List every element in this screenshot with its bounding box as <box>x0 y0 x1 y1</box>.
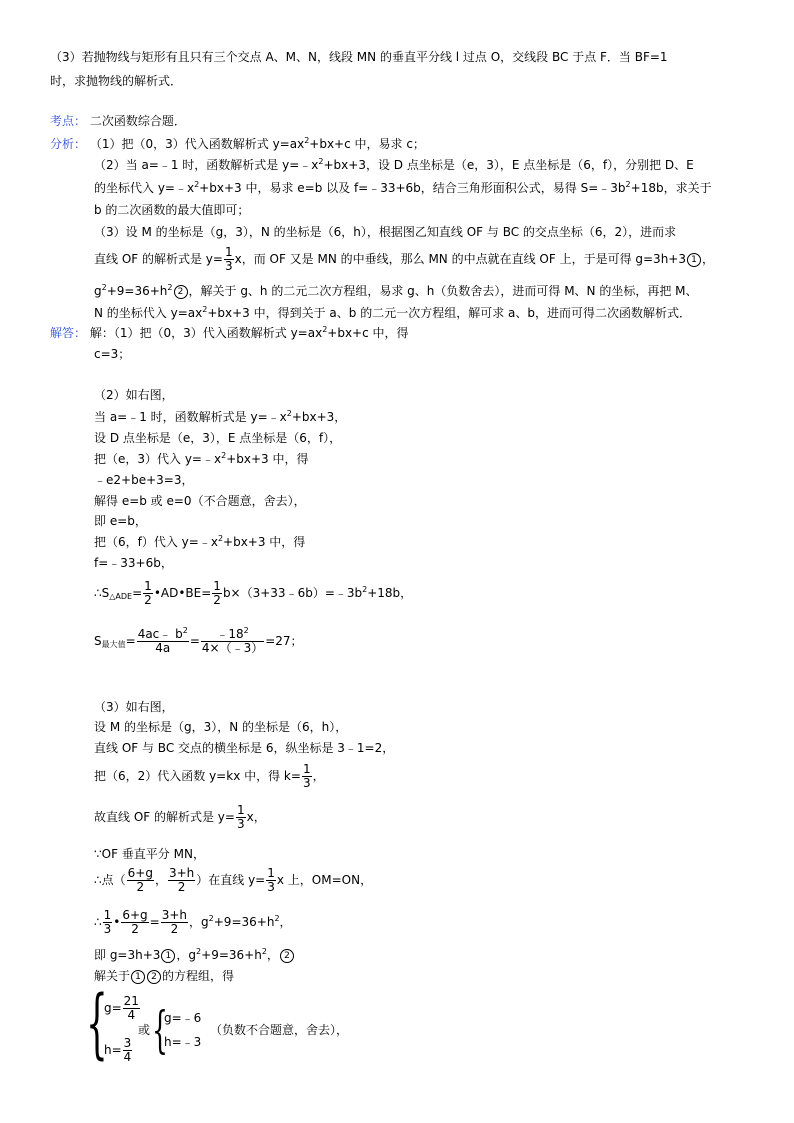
jieda-line: 即 e=b， <box>94 514 147 528</box>
numerator: 3 <box>123 1036 132 1050</box>
jieda-text: ， <box>279 915 292 929</box>
jieda-line <box>94 969 234 984</box>
jieda-line: c=3； <box>94 347 131 361</box>
fraction-one-third <box>302 763 312 790</box>
jieda-text: ， <box>266 948 279 962</box>
jieda-text: ）在直线 y= <box>196 873 266 887</box>
jieda-text: 解：（1）把（0，3）代入函数解析式 y=ax <box>89 326 323 340</box>
denominator: 3 <box>103 922 112 936</box>
exponent: 2 <box>101 283 107 292</box>
exponent: 2 <box>318 157 324 166</box>
exponent: 2 <box>221 451 227 460</box>
fenxi-text: （1）把（0，3）代入函数解析式 y=ax <box>89 137 305 151</box>
exponent: 2 <box>202 305 208 314</box>
fenxi-row-4: b 的二次函数的最大值即可； <box>94 203 250 217</box>
numerator: 3+h <box>168 866 195 880</box>
jieda-line: ∵OF 垂直平分 MN， <box>94 847 205 861</box>
numerator: 1 <box>267 866 275 880</box>
fenxi-row-1 <box>50 137 425 151</box>
numerator: 1 <box>302 762 311 776</box>
area-formula <box>94 580 412 610</box>
fenxi-text: +bx+c 中，易求 c； <box>309 137 425 151</box>
jieda-text: 故直线 OF 的解析式是 y= <box>94 810 235 824</box>
denominator: 3 <box>236 817 245 831</box>
system2-row-h: h=﹣3 <box>164 1035 202 1049</box>
midpoint-line <box>94 866 372 894</box>
exponent: 2 <box>304 136 310 145</box>
numerator: ﹣18 <box>216 627 244 641</box>
jieda-line <box>94 803 266 831</box>
fraction <box>123 995 140 1022</box>
jieda-text: h= <box>104 1043 122 1057</box>
fraction-one-third <box>266 867 276 894</box>
fraction <box>127 867 154 894</box>
denominator: 3 <box>302 776 311 790</box>
denominator: 3 <box>224 259 233 273</box>
circled-one: 1 <box>687 253 701 267</box>
exponent: 2 <box>182 626 188 635</box>
question-line-2: 时，求抛物线的解析式． <box>50 74 183 88</box>
jieda-line <box>94 452 308 466</box>
jieda-line: ﹣e2+be+3=3， <box>94 473 194 487</box>
jieda-line: f=﹣33+6b， <box>94 556 173 570</box>
fraction-one-third <box>224 246 234 273</box>
circled-two: 2 <box>147 970 161 984</box>
exponent: 2 <box>274 914 280 923</box>
system-note: （负数不合题意，舍去）， <box>210 1023 349 1037</box>
exponent: 2 <box>322 325 328 334</box>
denominator: 4a <box>155 641 171 655</box>
fraction-one-half <box>143 580 153 607</box>
fenxi-row-7 <box>94 284 698 299</box>
fraction-max-1 <box>137 628 189 655</box>
circled-one: 1 <box>161 949 175 963</box>
system-row-h <box>104 1036 133 1064</box>
jieda-text: S <box>94 634 102 648</box>
jieda-text: ， <box>154 873 167 887</box>
fenxi-text: x，而 OF 又是 MN 的中垂线，那么 MN 的中点就在直线 OF 上，于是可得 g=3h+3 <box>234 252 686 266</box>
denominator: 4 <box>123 1050 132 1064</box>
jieda-text: • <box>113 915 121 929</box>
fraction-one-third <box>236 804 246 831</box>
fraction <box>161 909 188 936</box>
denominator: 4×（﹣3） <box>201 641 264 655</box>
jieda-line <box>94 535 305 549</box>
left-brace: { <box>86 978 108 1067</box>
jieda-text: =27； <box>265 634 303 648</box>
jieda-text: ∴点（ <box>94 873 126 887</box>
fraction-one-third <box>103 909 113 936</box>
denominator: 2 <box>177 880 186 894</box>
jieda-text: = <box>149 915 160 929</box>
kaodian-row <box>50 114 186 128</box>
jieda-text: +9=36+h <box>213 915 275 929</box>
circled-two: 2 <box>174 285 188 299</box>
jieda-text: +18b， <box>367 586 413 600</box>
fenxi-text: g <box>94 284 102 298</box>
max-formula <box>94 626 303 660</box>
jieda-text: = <box>132 586 143 600</box>
fraction-max-2 <box>201 628 264 655</box>
jieda-text: ，g <box>189 915 209 929</box>
numerator: 1 <box>144 579 152 593</box>
jieda-text: ， <box>312 769 325 783</box>
numerator: 3+h <box>161 908 188 922</box>
jieda-row-1 <box>50 326 409 340</box>
jieda-line: 设 M 的坐标是（g，3），N 的坐标是（6，h）， <box>94 720 348 734</box>
jieda-text: 即 g=3h+3 <box>94 948 161 962</box>
jieda-text: 把（6，2）代入函数 y=kx 中，得 k= <box>94 769 301 783</box>
question-line-1: （3）若抛物线与矩形有且只有三个交点 A、M、N，线段 MN 的垂直平分线 l 过点 O，交线段 BC 于点 F．当 BF=1 <box>50 50 668 64</box>
jieda-text: x 上，OM=ON， <box>276 873 373 887</box>
numerator: 6+g <box>127 866 153 880</box>
fenxi-row-5: （3）设 M 的坐标是（g，3），N 的坐标是（6，h），根据图乙知直线 OF 与 BC 的交点坐标（6，2），进而求 <box>94 225 677 239</box>
denominator: 2 <box>213 593 221 607</box>
exponent: 2 <box>196 947 202 956</box>
jieda-line: 直线 OF 与 BC 交点的横坐标是 6，纵坐标是 3﹣1=2， <box>94 741 395 755</box>
jieda-text: x， <box>246 810 266 824</box>
jieda-text: = <box>125 634 136 648</box>
jieda-text: +9=36+h <box>201 948 262 962</box>
subscript: 最大值 <box>101 640 126 649</box>
exponent: 2 <box>261 947 267 956</box>
numerator: 6+g <box>122 908 148 922</box>
denominator: 2 <box>136 880 145 894</box>
denominator: 2 <box>131 922 139 936</box>
jieda-line <box>94 762 325 790</box>
jieda-label: 解答： <box>50 326 87 340</box>
denominator: 2 <box>144 593 152 607</box>
fenxi-row-6 <box>94 246 714 273</box>
exponent: 2 <box>217 534 224 543</box>
subscript: △ADE <box>109 592 133 601</box>
jieda-text: •AD•BE= <box>153 586 212 600</box>
fraction <box>121 909 148 936</box>
jieda-line: （2）如右图， <box>94 388 174 402</box>
equation-line <box>94 908 292 936</box>
jieda-line: 设 D 点坐标是（e，3），E 点坐标是（6，f）， <box>94 431 342 445</box>
jieda-text: +bx+c 中，得 <box>327 326 409 340</box>
jieda-text: 把（e，3）代入 y=﹣x <box>94 452 222 466</box>
numerator: 1 <box>236 803 245 817</box>
denominator: 2 <box>170 922 179 936</box>
fenxi-text: +bx+3 中，得到关于 a、b 的二元一次方程组，解可求 a、b，进而可得二次函数解析式． <box>207 306 691 320</box>
jieda-text: +bx+3， <box>291 410 347 424</box>
numerator: 4ac﹣ b <box>137 627 183 641</box>
fenxi-text: （2）当 a=﹣1 时，函数解析式是 y=﹣x <box>94 158 319 172</box>
left-brace: { <box>152 1001 168 1059</box>
jieda-text: +bx+3 中，得 <box>223 535 306 549</box>
fenxi-text: +9=36+h <box>106 284 168 298</box>
denominator: 4 <box>127 1008 136 1022</box>
system2-row-g: g=﹣6 <box>164 1011 202 1025</box>
numerator: 21 <box>123 994 139 1008</box>
jieda-text: 解关于 <box>94 969 131 983</box>
fenxi-label: 分析： <box>50 137 87 151</box>
jieda-text: 当 a=﹣1 时，函数解析式是 y=﹣x <box>94 410 287 424</box>
jieda-text: ，g <box>176 948 197 962</box>
jieda-text: b×（3+33﹣6b）=﹣3b <box>222 586 363 600</box>
fenxi-text: N 的坐标代入 y=ax <box>94 306 203 320</box>
exponent: 2 <box>167 283 173 292</box>
or-text: 或 <box>138 1023 151 1037</box>
fenxi-text: 的坐标代入 y=﹣x <box>94 181 195 195</box>
jieda-line: （3）如右图， <box>94 700 174 714</box>
jieda-text: = <box>189 634 200 648</box>
jieda-text: ∴S <box>94 586 110 600</box>
kaodian-text: 二次函数综合题． <box>89 114 186 128</box>
fenxi-text: +bx+3，设 D 点坐标是（e，3），E 点坐标是（6，f），分别把 D、E <box>323 158 694 172</box>
jieda-text: ∴ <box>94 915 102 929</box>
fenxi-text: ，解关于 g、h 的二元二次方程组，易求 g、h（负数舍去），进而可得 M、N 的坐标，再把 M、 <box>188 284 698 298</box>
exponent: 2 <box>208 914 214 923</box>
fenxi-row-3 <box>94 181 712 195</box>
jieda-text: +bx+3 中，得 <box>226 452 309 466</box>
jieda-line <box>94 410 346 424</box>
fenxi-row-2 <box>94 158 694 172</box>
jieda-text: 的方程组，得 <box>162 969 235 983</box>
fenxi-text: ， <box>702 252 715 266</box>
numerator: 1 <box>213 579 221 593</box>
exponent: 2 <box>286 409 292 418</box>
fraction-one-half <box>212 580 222 607</box>
fraction <box>123 1037 133 1064</box>
fenxi-text: +bx+3 中，易求 e=b 以及 f=﹣33+6b，结合三角形面积公式，易得 S=﹣3b <box>199 181 626 195</box>
jieda-text: g= <box>104 1001 122 1015</box>
numerator: 1 <box>224 245 233 259</box>
jieda-text: 把（6，f）代入 y=﹣x <box>94 535 218 549</box>
exponent: 2 <box>625 180 631 189</box>
exponent: 2 <box>362 585 368 594</box>
exponent: 2 <box>243 626 249 635</box>
numerator: 1 <box>103 908 112 922</box>
kaodian-label: 考点： <box>50 114 87 128</box>
jieda-line <box>94 948 295 963</box>
exponent: 2 <box>194 180 200 189</box>
fraction <box>168 867 195 894</box>
fenxi-row-8 <box>94 306 691 320</box>
jieda-line: 解得 e=b 或 e=0（不合题意，舍去）， <box>94 494 306 508</box>
fenxi-text: +18b，求关于 <box>630 181 712 195</box>
system-row-g <box>104 994 141 1022</box>
circled-two: 2 <box>280 949 294 963</box>
fenxi-text: 直线 OF 的解析式是 y= <box>94 252 223 266</box>
denominator: 3 <box>267 880 275 894</box>
circled-one: 1 <box>131 970 145 984</box>
